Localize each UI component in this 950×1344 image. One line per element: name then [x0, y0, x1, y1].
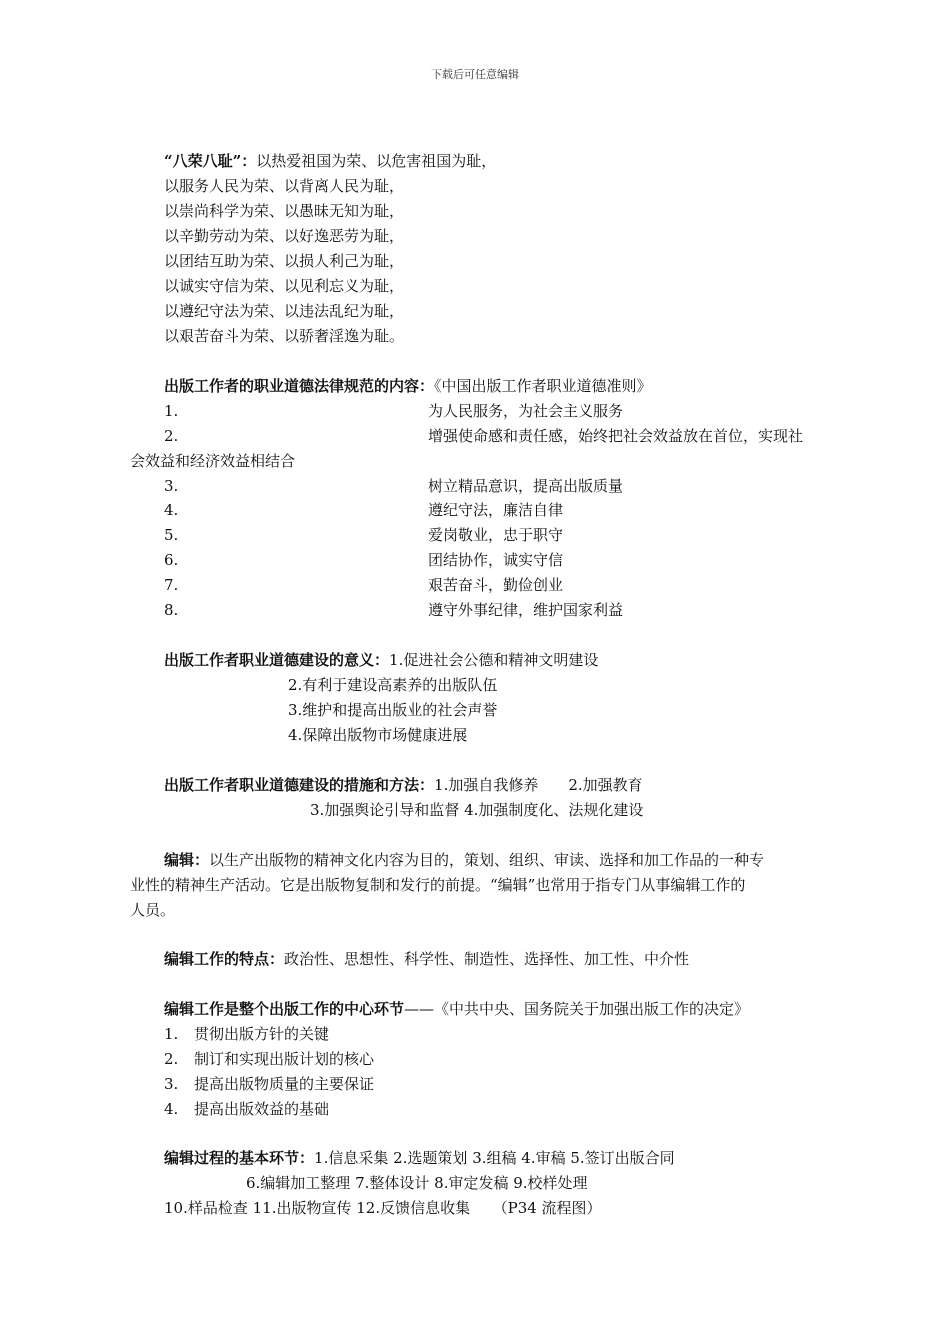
ethics-item-num-4: 4. [164, 501, 179, 519]
features-text: 政治性、思想性、科学性、制造性、选择性、加工性、中介性 [284, 950, 690, 968]
measures-heading [164, 775, 643, 795]
center-heading [164, 999, 749, 1019]
center-item-text-3: 提高出版物质量的主要保证 [194, 1075, 375, 1093]
features-title: 编辑工作的特点 [164, 950, 270, 968]
significance-item-3: 3.维护和提高出版业的社会声誉 [288, 701, 498, 719]
significance-item-4: 4.保障出版物市场健康进展 [288, 726, 468, 744]
honors-line-1 [164, 151, 496, 171]
ethics-heading [164, 376, 652, 396]
honors-line-7: 以遵纪守法为荣、以违法乱纪为耻， [164, 302, 405, 320]
honors-text-1: 以热爱祖国为荣、以危害祖国为耻， [256, 152, 497, 170]
process-line-1: 1.信息采集 2.选题策划 3.组稿 4.审稿 5.签订出版合同 [314, 1149, 675, 1167]
features-line [164, 949, 689, 969]
significance-item-2: 2.有利于建设高素养的出版队伍 [288, 676, 498, 694]
editing-line-1 [164, 850, 764, 870]
ethics-item-text-2: 增强使命感和责任感，始终把社会效益放在首位，实现社 [428, 427, 804, 445]
ethics-item-num-2: 2. [164, 427, 179, 445]
ethics-item-text-4: 遵纪守法，廉洁自律 [428, 501, 564, 519]
ethics-item-num-1: 1. [164, 402, 179, 420]
honors-line-8: 以艰苦奋斗为荣、以骄奢淫逸为耻。 [164, 327, 405, 345]
editing-sep: ： [194, 851, 210, 869]
ethics-item-text-7: 艰苦奋斗，勤俭创业 [428, 576, 564, 594]
editing-text-1: 以生产出版物的精神文化内容为目的，策划、组织、审读、选择和加工作品的一种专 [209, 851, 765, 869]
honors-line-4: 以辛勤劳动为荣、以好逸恶劳为耻， [164, 227, 405, 245]
ethics-item-text-5: 爱岗敬业，忠于职守 [428, 526, 564, 544]
center-title: 编辑工作是整个出版工作的中心环节 [164, 1000, 405, 1018]
center-item-num-4: 4. [164, 1100, 179, 1118]
center-item-num-1: 1. [164, 1025, 179, 1043]
editing-title: 编辑 [164, 851, 195, 869]
measures-line-1: 1.加强自我修养 2.加强教育 [434, 776, 643, 794]
process-title: 编辑过程的基本环节 [164, 1149, 300, 1167]
ethics-item-2-continuation: 会效益和经济效益相结合 [130, 452, 296, 470]
center-item-num-3: 3. [164, 1075, 179, 1093]
process-line-3: 10.样品检查 11.出版物宣传 12.反馈信息收集 （P34 流程图） [164, 1199, 602, 1217]
center-item-text-4: 提高出版效益的基础 [194, 1100, 330, 1118]
ethics-source: 《中国出版工作者职业道德准则》 [434, 377, 652, 395]
process-line-2: 6.编辑加工整理 7.整体设计 8.审定发稿 9.校样处理 [246, 1174, 588, 1192]
measures-line-2: 3.加强舆论引导和监督 4.加强制度化、法规化建设 [310, 801, 644, 819]
ethics-title: 出版工作者的职业道德法律规范的内容 [164, 377, 420, 395]
significance-title: 出版工作者职业道德建设的意义 [164, 651, 375, 669]
significance-heading [164, 650, 598, 670]
significance-sep: ： [374, 651, 390, 669]
honors-line-6: 以诚实守信为荣、以见利忘义为耻， [164, 277, 405, 295]
editing-line-3: 人员。 [130, 901, 176, 919]
ethics-item-num-7: 7. [164, 576, 179, 594]
honors-title: “八荣八耻” [164, 152, 242, 170]
ethics-item-num-5: 5. [164, 526, 179, 544]
ethics-item-text-1: 为人民服务，为社会主义服务 [428, 402, 624, 420]
process-sep: ： [299, 1149, 315, 1167]
center-source: ——《中共中央、国务院关于加强出版工作的决定》 [404, 1000, 750, 1018]
honors-sep: ： [241, 152, 257, 170]
honors-line-2: 以服务人民为荣、以背离人民为耻， [164, 177, 405, 195]
center-item-text-2: 制订和实现出版计划的核心 [194, 1050, 375, 1068]
significance-item-1: 1.促进社会公德和精神文明建设 [389, 651, 599, 669]
center-item-text-1: 贯彻出版方针的关键 [194, 1025, 330, 1043]
honors-line-5: 以团结互助为荣、以损人利己为耻， [164, 252, 405, 270]
measures-title: 出版工作者职业道德建设的措施和方法 [164, 776, 420, 794]
measures-sep: ： [419, 776, 435, 794]
features-sep: ： [269, 950, 285, 968]
ethics-item-text-8: 遵守外事纪律，维护国家利益 [428, 601, 624, 619]
ethics-item-num-3: 3. [164, 477, 179, 495]
ethics-item-num-6: 6. [164, 551, 179, 569]
ethics-item-text-3: 树立精品意识，提高出版质量 [428, 477, 624, 495]
ethics-item-num-8: 8. [164, 601, 179, 619]
process-heading [164, 1148, 675, 1168]
ethics-sep: ： [419, 377, 435, 395]
editing-line-2: 业性的精神生产活动。它是出版物复制和发行的前提。“编辑”也常用于指专门从事编辑工作的 [130, 876, 746, 894]
ethics-item-text-6: 团结协作，诚实守信 [428, 551, 564, 569]
center-item-num-2: 2. [164, 1050, 179, 1068]
page-header: 下载后可任意编辑 [431, 68, 519, 81]
honors-line-3: 以崇尚科学为荣、以愚昧无知为耻， [164, 202, 405, 220]
